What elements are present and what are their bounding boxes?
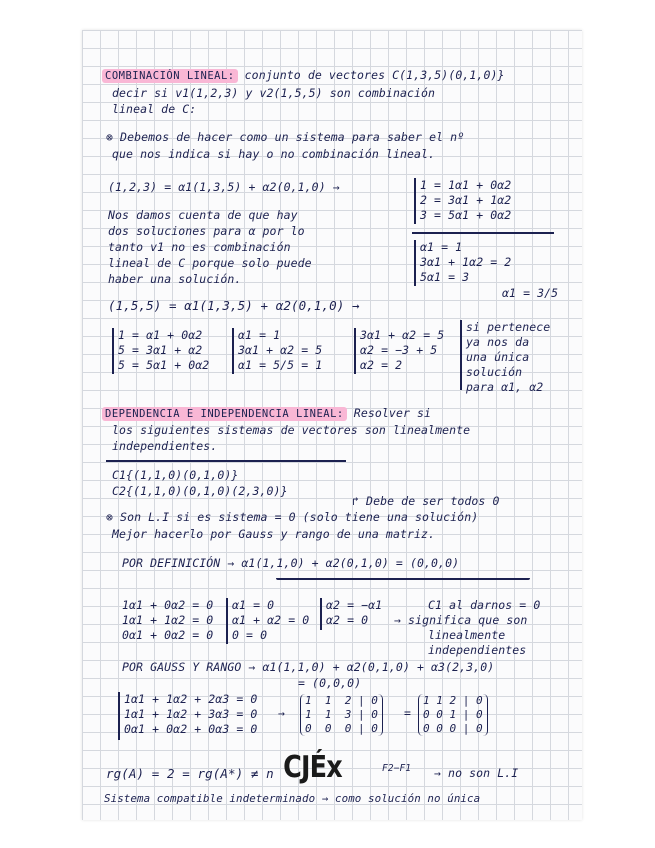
- side-l2: ya nos da: [466, 335, 530, 349]
- side-l3: una única: [466, 350, 530, 364]
- matrix1-row2: 1 1 3 | 0: [305, 708, 378, 721]
- sys5-row1: 3α1 + α2 = 5: [360, 328, 445, 342]
- final-line: Sistema compatible indeterminado → como solución no única: [104, 792, 481, 805]
- c1: C1{(1,1,0)(0,1,0)}: [112, 468, 239, 482]
- sys-divider: [412, 232, 554, 234]
- sys4-row1: α1 = 1: [238, 328, 281, 342]
- sec2-title-line: [102, 406, 431, 420]
- sys5-row2: α2 = −3 + 5: [360, 343, 438, 357]
- sys1-row2: 2 = 3α1 + 1α2: [420, 193, 512, 207]
- matrix2-row2: 0 0 1 | 0: [423, 708, 483, 721]
- sys6-row2: 1α1 + 1α2 = 0: [122, 613, 214, 627]
- text1-l5: haber una solución.: [108, 272, 242, 286]
- sys5-row3: α2 = 2: [360, 358, 403, 372]
- sig-l1: C1 al darnos = 0: [428, 598, 541, 612]
- sig-l2: → significa que son: [394, 613, 528, 627]
- sys7-row2: α1 + α2 = 0: [232, 613, 310, 627]
- sec1-line3: lineal de C:: [112, 102, 197, 116]
- rank-line: rg(A) = 2 = rg(A*) ≠ n: [106, 766, 274, 781]
- arrow-to-matrix: →: [278, 706, 286, 720]
- sys4-row2: 3α1 + α2 = 5: [238, 343, 323, 357]
- text1-l1: Nos damos cuenta de que hay: [108, 208, 298, 222]
- sys2-bar: [414, 240, 416, 286]
- sys8-row1: α2 = −α1: [326, 598, 383, 612]
- matrix1-row1: 1 1 2 | 0: [305, 694, 378, 707]
- sec2-line2: los siguientes sistemas de vectores son linealmente: [112, 423, 471, 437]
- sys7-bar: [226, 598, 228, 644]
- sys3-row1: 1 = α1 + 0α2: [118, 328, 203, 342]
- sec2-title: DEPENDENCIA E INDEPENDENCIA LINEAL:: [102, 407, 347, 421]
- sys8-row2: α2 = 0: [326, 613, 369, 627]
- sec2-title-rest: Resolver si: [353, 406, 432, 420]
- sys9-row2: 1α1 + 1α2 + 3α3 = 0: [124, 707, 258, 721]
- pordef: POR DEFINICIÓN → α1(1,1,0) + α2(0,1,0) = (0,0,0): [122, 556, 460, 570]
- sys7-row1: α1 = 0: [232, 598, 275, 612]
- logo: CJÉx: [283, 750, 342, 785]
- sig-l4: independientes: [428, 643, 527, 657]
- sys3-row2: 5 = 3α1 + α2: [118, 343, 203, 357]
- sec2-rule: [106, 460, 346, 462]
- matrix-1: [300, 694, 383, 736]
- text1-l3: tanto v1 no es combinación: [108, 240, 291, 254]
- matrix2-row1: 1 1 2 | 0: [423, 694, 483, 707]
- son2: Mejor hacerlo por Gauss y rango de una matriz.: [112, 527, 436, 541]
- sys9-bar: [118, 692, 120, 740]
- sig-l3: linealmente: [428, 628, 506, 642]
- sys2-row3: 5α1 = 3: [420, 270, 470, 284]
- matrix2-row3: 0 0 0 | 0: [423, 722, 483, 735]
- sys1-row1: 1 = 1α1 + 0α2: [420, 178, 512, 192]
- gauss: POR GAUSS Y RANGO → α1(1,1,0) + α2(0,1,0) + α3(2,3,0): [122, 660, 495, 674]
- pordef-underline: [276, 578, 530, 580]
- sys6-row3: 0α1 + 0α2 = 0: [122, 628, 214, 642]
- debe: ↱ Debe de ser todos 0: [352, 494, 500, 508]
- sys7-row3: 0 = 0: [232, 628, 268, 642]
- sec1-title-rest: conjunto de vectores C(1,3,5)(0,1,0)}: [244, 68, 505, 82]
- son1: ⊗ Son L.I si es sistema = 0 (solo tiene una solución): [106, 510, 479, 524]
- sys5-bar: [354, 328, 356, 374]
- matrix1-row3: 0 0 0 | 0: [305, 722, 378, 735]
- sys4-bar: [232, 328, 234, 374]
- sec2-line3: independientes.: [112, 439, 218, 453]
- text1-l2: dos soluciones para α por lo: [108, 224, 305, 238]
- gauss2: = (0,0,0): [298, 676, 362, 690]
- no-son: → no son L.I: [434, 766, 519, 780]
- sys9-row1: 1α1 + 1α2 + 2α3 = 0: [124, 692, 258, 706]
- text1-l4: lineal de C porque solo puede: [108, 256, 312, 270]
- equals-sign: =: [404, 706, 412, 720]
- side-l4: solución: [466, 365, 523, 379]
- sys6-row1: 1α1 + 0α2 = 0: [122, 598, 214, 612]
- sec1-title-line: [102, 68, 505, 82]
- c2: C2{(1,1,0)(0,1,0)(2,3,0)}: [112, 484, 288, 498]
- sys9-row3: 0α1 + 0α2 + 0α3 = 0: [124, 722, 258, 736]
- sec1-note1: ⊗ Debemos de hacer como un sistema para saber el nº: [106, 130, 465, 144]
- sys2-row1: α1 = 1: [420, 240, 463, 254]
- f2-label: F2−F1: [382, 763, 412, 774]
- side-l1: si pertenece: [466, 320, 551, 334]
- sys3-row3: 5 = 5α1 + 0α2: [118, 358, 210, 372]
- sys2-row2: 3α1 + 1α2 = 2: [420, 255, 512, 269]
- sec1-line2: decir si v1(1,2,3) y v2(1,5,5) son combinación: [112, 86, 436, 100]
- matrix-2: [418, 694, 488, 736]
- notebook-page: [82, 30, 582, 820]
- side-l5: para α1, α2: [466, 380, 544, 394]
- sys1-row3: 3 = 5α1 + 0α2: [420, 208, 512, 222]
- res1: α1 = 3/5: [502, 286, 559, 300]
- sec1-note2: que nos indica si hay o no combinación lineal.: [112, 147, 436, 161]
- side-bar: [460, 320, 462, 390]
- sec1-eq2: (1,5,5) = α1(1,3,5) + α2(0,1,0) →: [108, 298, 360, 313]
- sys1-bar: [414, 178, 416, 224]
- sys3-bar: [112, 328, 114, 374]
- sec1-eq1: (1,2,3) = α1(1,3,5) + α2(0,1,0) →: [108, 180, 340, 194]
- sec1-title: COMBINACIÓN LINEAL:: [102, 69, 238, 83]
- sys4-row3: α1 = 5/5 = 1: [238, 358, 323, 372]
- sys8-bar: [320, 598, 322, 630]
